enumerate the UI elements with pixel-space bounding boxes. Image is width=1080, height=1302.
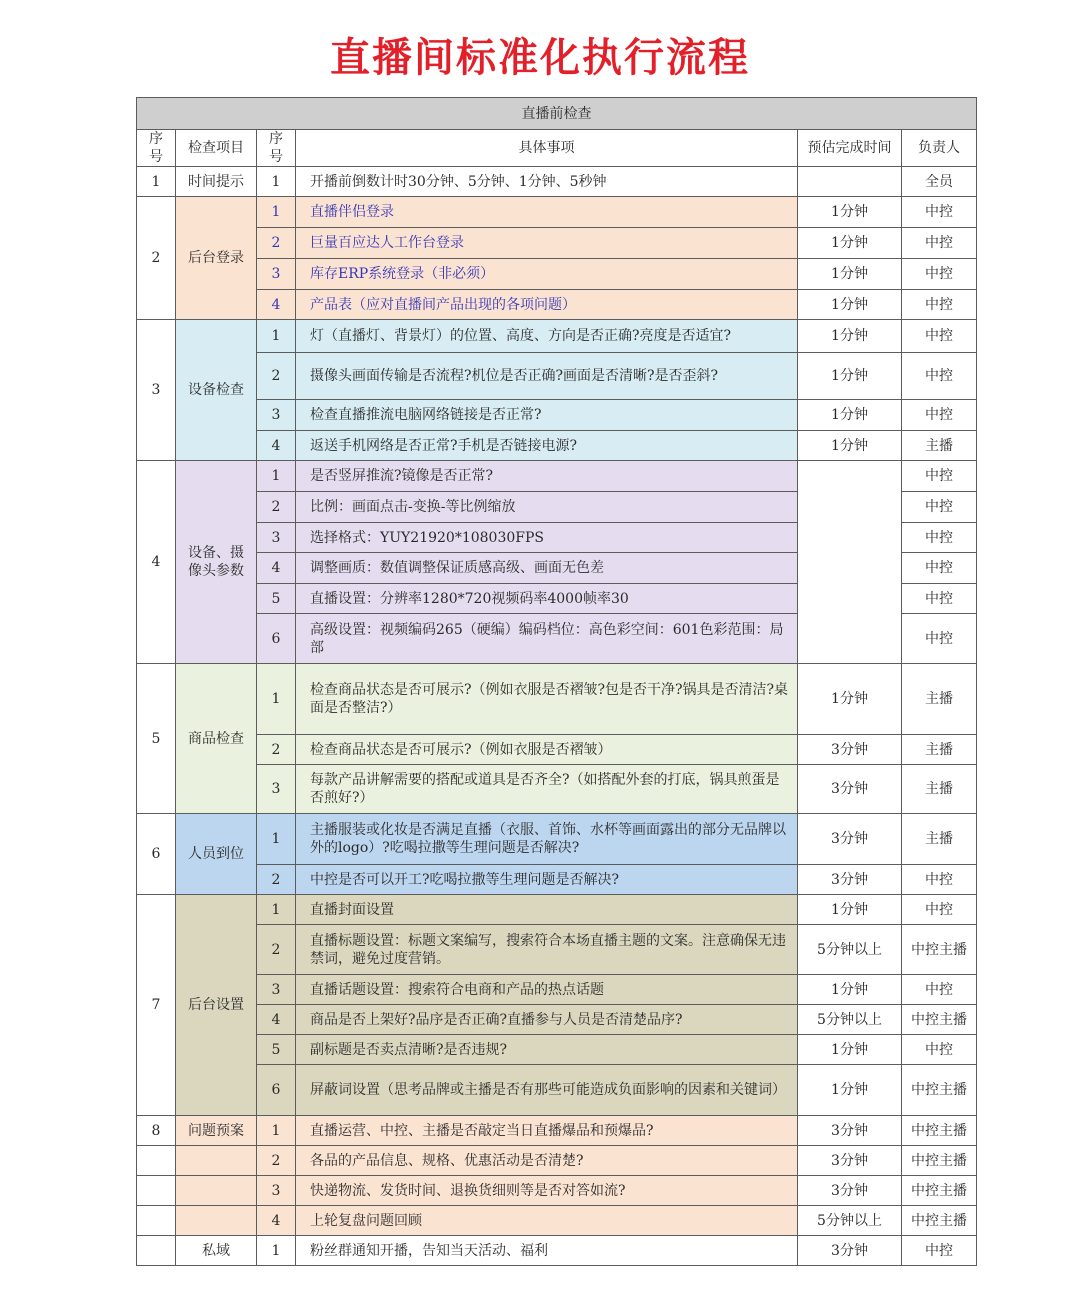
row-task: 调整画质：数值调整保证质感高级、画面无色差 [296,553,798,584]
section-item: 商品检查 [176,664,257,814]
table-row [137,290,977,320]
row-sub: 2 [257,353,296,400]
table-row [137,1176,977,1206]
row-sub: 1 [257,167,296,197]
row-time [798,167,902,197]
checklist-table [136,97,977,1266]
row-time: 1分钟 [798,353,902,400]
row-owner: 中控主播 [902,1146,977,1176]
table-row [137,895,977,925]
row-task: 高级设置：视频编码265（硬编）编码档位：高色彩空间：601色彩范围：局部 [296,614,798,664]
row-sub: 2 [257,925,296,975]
row-task: 上轮复盘问题回顾 [296,1206,798,1236]
row-time: 1分钟 [798,975,902,1005]
row-task: 直播标题设置：标题文案编写，搜索符合本场直播主题的文案。注意确保无违禁词，避免过度营销。 [296,925,798,975]
row-owner: 中控 [902,1035,977,1065]
row-time: 1分钟 [798,320,902,353]
row-time: 5分钟以上 [798,1005,902,1035]
row-sub: 1 [257,320,296,353]
row-owner: 中控主播 [902,1116,977,1146]
row-time: 3分钟 [798,865,902,895]
row-time: 1分钟 [798,228,902,259]
row-sub: 1 [257,1236,296,1266]
row-owner: 中控 [902,865,977,895]
row-sub: 2 [257,735,296,765]
row-owner: 中控 [902,197,977,228]
row-task: 直播封面设置 [296,895,798,925]
row-owner: 中控 [902,553,977,584]
row-time: 1分钟 [798,197,902,228]
table-row [137,461,977,492]
table-row [137,664,977,735]
row-owner: 中控 [902,895,977,925]
row-task: 直播伴侣登录 [296,197,798,228]
col-header-sub: 序号 [257,130,296,167]
section-item: 私域 [176,1236,257,1266]
row-task: 检查直播推流电脑网络链接是否正常? [296,400,798,431]
row-time: 1分钟 [798,290,902,320]
row-owner: 中控 [902,290,977,320]
row-time: 1分钟 [798,1065,902,1116]
row-time: 3分钟 [798,1236,902,1266]
section-num: 8 [137,1116,176,1146]
row-task: 返送手机网络是否正常?手机是否链接电源? [296,431,798,461]
section-num: 6 [137,814,176,895]
section-item: 设备、摄像头参数 [176,461,257,664]
row-owner: 中控 [902,492,977,523]
row-sub: 3 [257,975,296,1005]
row-owner: 中控 [902,320,977,353]
row-time: 3分钟 [798,1116,902,1146]
row-task: 快递物流、发货时间、退换货细则等是否对答如流? [296,1176,798,1206]
section-num: 2 [137,197,176,320]
row-time: 3分钟 [798,1176,902,1206]
row-task: 检查商品状态是否可展示?（例如衣服是否褶皱） [296,735,798,765]
row-sub: 2 [257,865,296,895]
table-row [137,1035,977,1065]
row-owner: 中控 [902,975,977,1005]
row-time: 1分钟 [798,400,902,431]
table-row [137,765,977,814]
row-sub: 6 [257,614,296,664]
table-banner: 直播前检查 [137,98,977,130]
row-owner: 中控 [902,353,977,400]
row-sub: 3 [257,400,296,431]
section-item: 设备检查 [176,320,257,461]
row-owner: 主播 [902,765,977,814]
table-row [137,228,977,259]
table-row [137,1065,977,1116]
row-task: 副标题是否卖点清晰?是否违规? [296,1035,798,1065]
row-owner: 中控主播 [902,925,977,975]
table-row [137,353,977,400]
header-row [137,130,977,167]
row-sub: 3 [257,765,296,814]
row-owner: 中控 [902,523,977,553]
table-row [137,975,977,1005]
col-header-task: 具体事项 [296,130,798,167]
section-num: 4 [137,461,176,664]
row-sub: 4 [257,1206,296,1236]
row-time: 1分钟 [798,895,902,925]
section-item: 时间提示 [176,167,257,197]
row-time: 5分钟以上 [798,925,902,975]
row-owner: 中控主播 [902,1005,977,1035]
section-num: 3 [137,320,176,461]
row-task: 直播设置：分辨率1280*720视频码率4000帧率30 [296,584,798,614]
row-task: 每款产品讲解需要的搭配或道具是否齐全?（如搭配外套的打底，锅具煎蛋是否煎好?） [296,765,798,814]
row-task: 屏蔽词设置（思考品牌或主播是否有那些可能造成负面影响的因素和关键词） [296,1065,798,1116]
row-owner: 主播 [902,814,977,865]
row-owner: 中控 [902,228,977,259]
row-time: 1分钟 [798,431,902,461]
table-row [137,814,977,865]
row-sub: 2 [257,492,296,523]
row-owner: 主播 [902,664,977,735]
row-sub: 4 [257,290,296,320]
row-task: 中控是否可以开工?吃喝拉撒等生理问题是否解决? [296,865,798,895]
col-header-time: 预估完成时间 [798,130,902,167]
section-item: 后台设置 [176,895,257,1116]
row-sub: 6 [257,1065,296,1116]
row-owner: 主播 [902,431,977,461]
row-time: 3分钟 [798,814,902,865]
row-task: 直播话题设置：搜索符合电商和产品的热点话题 [296,975,798,1005]
row-task: 选择格式：YUY21920*108030FPS [296,523,798,553]
row-sub: 1 [257,1116,296,1146]
row-sub: 2 [257,228,296,259]
page-title: 直播间标准化执行流程 [330,35,750,81]
row-owner: 中控 [902,1236,977,1266]
row-owner: 中控 [902,400,977,431]
row-task: 粉丝群通知开播，告知当天活动、福利 [296,1236,798,1266]
row-sub: 4 [257,553,296,584]
section-item: 问题预案 [176,1116,257,1146]
row-sub: 1 [257,814,296,865]
table-row [137,1005,977,1035]
table-row [137,1146,977,1176]
row-time: 1分钟 [798,664,902,735]
row-time [798,461,902,664]
table-row [137,925,977,975]
row-task: 灯（直播灯、背景灯）的位置、高度、方向是否正确?亮度是否适宜? [296,320,798,353]
row-task: 巨量百应达人工作台登录 [296,228,798,259]
table-row [137,167,977,197]
table-row [137,197,977,228]
section-item: 后台登录 [176,197,257,320]
col-header-num: 序号 [137,130,176,167]
row-task: 是否竖屏推流?镜像是否正常? [296,461,798,492]
table-row [137,1116,977,1146]
row-sub: 1 [257,664,296,735]
table-row [137,865,977,895]
row-sub: 4 [257,431,296,461]
row-sub: 5 [257,584,296,614]
row-task: 主播服装或化妆是否满足直播（衣服、首饰、水杯等画面露出的部分无品牌以外的logo）?吃喝拉撒等生理问题是否解决? [296,814,798,865]
row-owner: 中控 [902,461,977,492]
row-task: 库存ERP系统登录（非必须） [296,259,798,290]
table-row [137,400,977,431]
row-owner: 中控 [902,259,977,290]
row-owner: 主播 [902,735,977,765]
row-owner: 全员 [902,167,977,197]
table-row [137,259,977,290]
row-task: 产品表（应对直播间产品出现的各项问题） [296,290,798,320]
row-task: 比例：画面点击-变换-等比例缩放 [296,492,798,523]
row-sub: 4 [257,1005,296,1035]
section-num: 1 [137,167,176,197]
table-row [137,320,977,353]
row-task: 开播前倒数计时30分钟、5分钟、1分钟、5秒钟 [296,167,798,197]
row-sub: 1 [257,197,296,228]
row-sub: 2 [257,1146,296,1176]
table-row [137,735,977,765]
row-owner: 中控主播 [902,1206,977,1236]
row-time: 5分钟以上 [798,1206,902,1236]
row-time: 1分钟 [798,259,902,290]
row-time: 3分钟 [798,765,902,814]
section-num: 7 [137,895,176,1116]
row-time: 3分钟 [798,1146,902,1176]
row-owner: 中控 [902,584,977,614]
table-row [137,1206,977,1236]
row-sub: 1 [257,895,296,925]
row-sub: 3 [257,523,296,553]
section-num [137,1236,176,1266]
row-task: 检查商品状态是否可展示?（例如衣服是否褶皱?包是否干净?锅具是否清洁?桌面是否整洁?） [296,664,798,735]
row-task: 直播运营、中控、主播是否敲定当日直播爆品和预爆品? [296,1116,798,1146]
row-sub: 3 [257,1176,296,1206]
row-sub: 3 [257,259,296,290]
col-header-item: 检查项目 [176,130,257,167]
section-num: 5 [137,664,176,814]
row-task: 各品的产品信息、规格、优惠活动是否清楚? [296,1146,798,1176]
row-owner: 中控主播 [902,1176,977,1206]
row-owner: 中控主播 [902,1065,977,1116]
row-time: 3分钟 [798,735,902,765]
row-task: 商品是否上架好?品序是否正确?直播参与人员是否清楚品序? [296,1005,798,1035]
col-header-owner: 负责人 [902,130,977,167]
section-item: 人员到位 [176,814,257,895]
row-sub: 1 [257,461,296,492]
row-task: 摄像头画面传输是否流程?机位是否正确?画面是否清晰?是否歪斜? [296,353,798,400]
row-sub: 5 [257,1035,296,1065]
table-row [137,1236,977,1266]
table-row [137,431,977,461]
row-time: 1分钟 [798,1035,902,1065]
row-owner: 中控 [902,614,977,664]
